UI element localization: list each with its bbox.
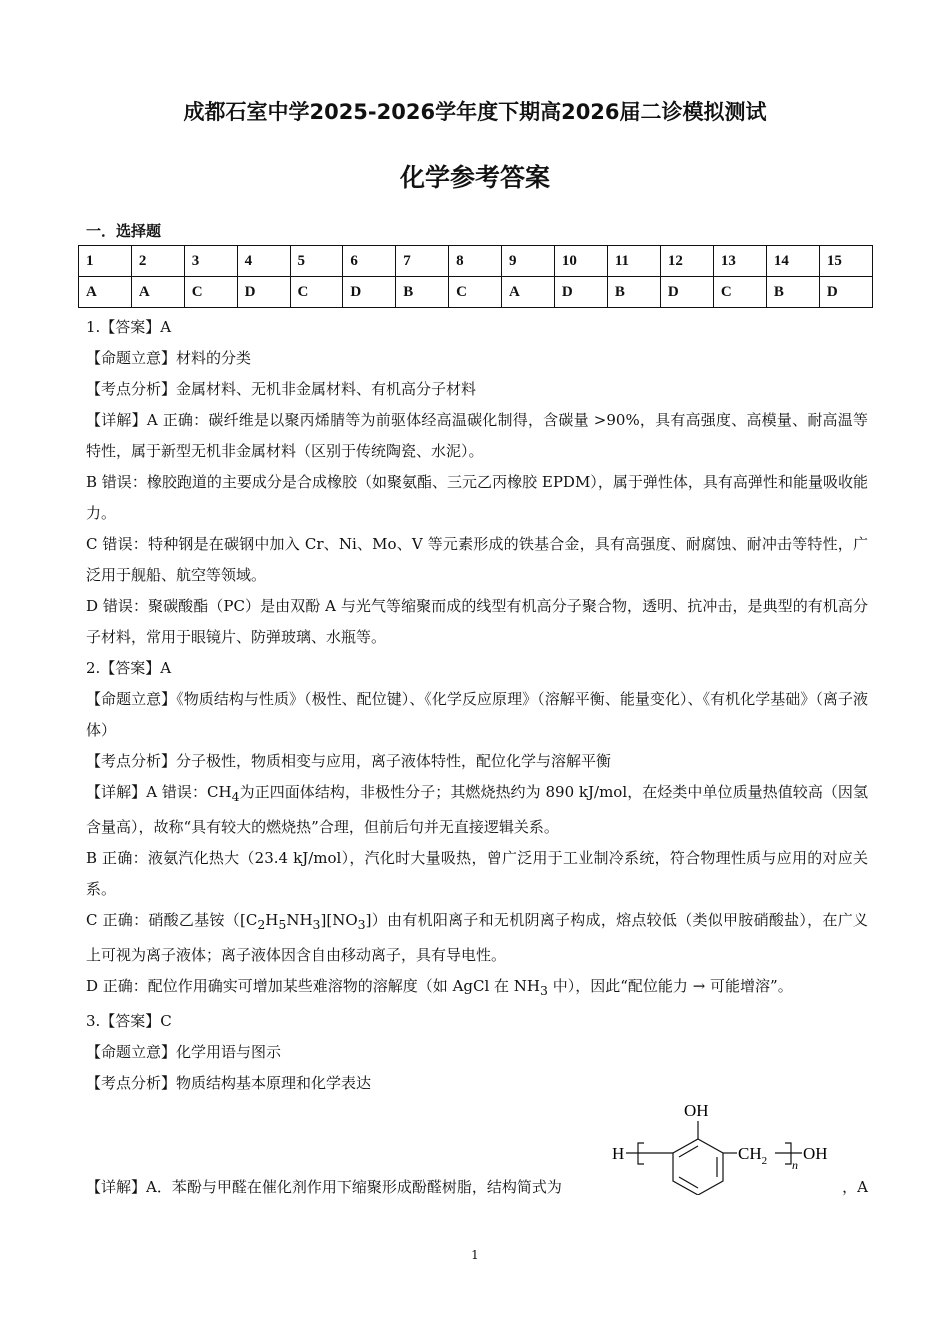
formula-h: H — [612, 1144, 625, 1163]
text-run: ]）由有机阳离子和无机阴离子构成，熔点较低（类似甲胺硝酸盐），在广义上可视为离子液体；离子液体因含自由移动离子，具有导电性。 — [86, 911, 869, 964]
table-cell: 2 — [131, 246, 184, 277]
answer-table-answer-row — [79, 277, 873, 308]
answer-table-number-row — [79, 246, 873, 277]
q1-answer: 1.【答案】A — [86, 318, 172, 336]
table-cell: A — [501, 277, 554, 308]
subscript: 3 — [540, 983, 548, 998]
table-cell: 1 — [79, 246, 132, 277]
table-cell: 5 — [290, 246, 343, 277]
table-cell: 13 — [713, 246, 766, 277]
table-cell: D — [819, 277, 872, 308]
text-run: 中），因此“配位能力 → 可能增溶”。 — [547, 977, 793, 995]
text-run: H — [265, 911, 279, 929]
benzene-ring — [673, 1139, 723, 1195]
table-cell: 10 — [554, 246, 607, 277]
table-cell: 3 — [184, 246, 237, 277]
document-title: 成都石室中学2025-2026学年度下期高2026届二诊模拟测试 — [183, 100, 767, 124]
answer-table — [78, 245, 873, 308]
table-cell: 15 — [819, 246, 872, 277]
text-run: ][NO — [320, 911, 358, 929]
q3-answer: 3.【答案】C — [86, 1012, 172, 1030]
document-subtitle: 化学参考答案 — [399, 163, 550, 192]
q1-detail-b: B 错误：橡胶跑道的主要成分是合成橡胶（如聚氨酯、三元乙丙橡胶 EPDM），属于弹性体，具有高弹性和能量吸收能力。 — [86, 473, 868, 522]
page-number: 1 — [471, 1248, 479, 1262]
table-cell: 9 — [501, 246, 554, 277]
q1-analysis: 【考点分析】金属材料、无机非金属材料、有机高分子材料 — [86, 380, 477, 398]
text-run: D 正确：配位作用确实可增加某些难溶物的溶解度（如 AgCl 在 NH — [86, 977, 541, 995]
subscript: 3 — [312, 917, 321, 932]
table-cell: 7 — [396, 246, 449, 277]
q2-analysis: 【考点分析】分子极性，物质相变与应用，离子液体特性，配位化学与溶解平衡 — [86, 752, 612, 770]
q2-intent: 【命题立意】《物质结构与性质》（极性、配位键）、《化学反应原理》（溶解平衡、能量变化）、《有机化学基础》（离子液体） — [86, 690, 868, 739]
q3-analysis: 【考点分析】物质结构基本原理和化学表达 — [86, 1074, 372, 1092]
subscript: 2 — [257, 917, 266, 932]
q1-detail-d: D 错误：聚碳酸酯（PC）是由双酚 A 与光气等缩聚而成的线型有机高分子聚合物，透明、抗冲击，是典型的有机高分子材料，常用于眼镜片、防弹玻璃、水瓶等。 — [86, 597, 868, 646]
table-cell: C — [713, 277, 766, 308]
table-cell: B — [396, 277, 449, 308]
q2-detail-b: B 正确：液氨汽化热大（23.4 kJ/mol），汽化时大量吸热，曾广泛用于工业制冷系统，符合物理性质与应用的对应关系。 — [86, 849, 868, 898]
q3-intent: 【命题立意】化学用语与图示 — [86, 1043, 282, 1061]
subscript: 4 — [231, 789, 240, 804]
q1-detail-c: C 错误：特种钢是在碳钢中加入 Cr、Ni、Mo、V 等元素形成的铁基合金，具有高强度、耐腐蚀、耐冲击等特性，广泛用于舰船、航空等领域。 — [86, 535, 868, 584]
formula-oh-top: OH — [684, 1101, 709, 1120]
q3-detail-a-tail: ，A — [842, 1178, 868, 1196]
q2-detail-c — [86, 905, 868, 971]
answer-explanations — [86, 312, 868, 1099]
formula-oh-right: OH — [803, 1144, 828, 1163]
subscript: 3 — [357, 917, 366, 932]
q1-detail-a: 【详解】A 正确：碳纤维是以聚丙烯腈等为前驱体经高温碳化制得，含碳量 >90%，具有高强度、高模量、耐高温等特性，属于新型无机非金属材料（区别于传统陶瓷、水泥）。 — [86, 411, 868, 460]
q1-intent: 【命题立意】材料的分类 — [86, 349, 252, 367]
table-cell: A — [131, 277, 184, 308]
q2-detail-d — [86, 971, 868, 1006]
formula-ch2 — [738, 1144, 767, 1167]
formula-n: n — [792, 1158, 798, 1172]
formula-sub-2: 2 — [761, 1155, 768, 1167]
text-run: C 正确：硝酸乙基铵（[C — [86, 911, 258, 929]
text-run: NH — [286, 911, 313, 929]
table-cell: 14 — [766, 246, 819, 277]
table-cell: D — [343, 277, 396, 308]
table-cell: D — [237, 277, 290, 308]
table-cell: C — [290, 277, 343, 308]
table-cell: D — [554, 277, 607, 308]
q2-answer: 2.【答案】A — [86, 659, 172, 677]
table-cell: A — [79, 277, 132, 308]
text-run: 【详解】A 错误：CH — [86, 783, 232, 801]
table-cell: 6 — [343, 246, 396, 277]
table-cell: 8 — [449, 246, 502, 277]
phenolic-resin-formula — [610, 1095, 870, 1195]
table-cell: D — [660, 277, 713, 308]
table-cell: B — [607, 277, 660, 308]
table-cell: C — [184, 277, 237, 308]
table-cell: C — [449, 277, 502, 308]
table-cell: 4 — [237, 246, 290, 277]
table-cell: 12 — [660, 246, 713, 277]
subscript: 5 — [278, 917, 287, 932]
q2-detail-a — [86, 777, 868, 843]
text-run: 为正四面体结构，非极性分子；其燃烧热约为 890 kJ/mol，在烃类中单位质量热值较高（因氢含量高），故称“具有较大的燃烧热”合理，但前后句并无直接逻辑关系。 — [86, 783, 868, 836]
table-cell: B — [766, 277, 819, 308]
table-cell: 11 — [607, 246, 660, 277]
formula-ch: CH — [738, 1144, 762, 1163]
q3-detail-a-lead: 【详解】A．苯酚与甲醛在催化剂作用下缩聚形成酚醛树脂，结构简式为 — [86, 1178, 562, 1196]
section-heading: 一．选择题 — [86, 222, 162, 240]
